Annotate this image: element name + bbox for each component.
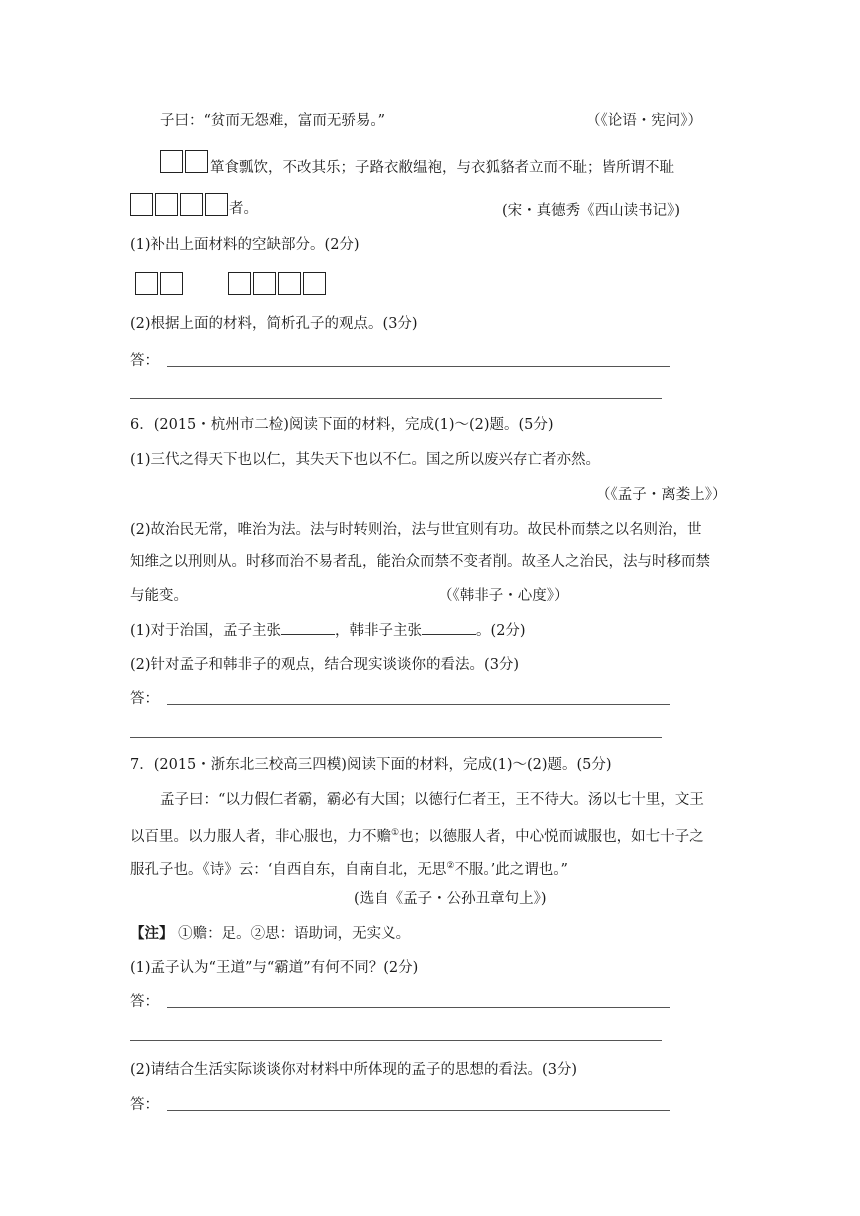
q6-sub-question-2: (2)针对孟子和韩非子的观点，结合现实谈谈你的看法。(3分) [130,657,520,673]
q6-blank-mencius[interactable] [281,620,335,635]
q6-header: 6．(2015・杭州市二检)阅读下面的材料，完成(1)～(2)题。(5分) [130,417,554,433]
answer-box[interactable] [160,272,183,295]
blank-box [205,193,228,216]
q5-quote-1: 子曰：“贫而无怨难，富而无骄易。” [160,113,386,129]
q6-material-2-line-3: 与能变。 [130,588,188,604]
q5-quote-1-source: （《论语・宪问》） [586,113,702,129]
q5-passage-line-2: 者。 [229,201,258,217]
q5-answer-boxes-a[interactable] [135,272,183,295]
q6-sub1-part-c: 。(2分) [476,623,526,639]
q6-sub1-part-b: ，韩非子主张 [335,623,423,639]
blank-box [180,193,203,216]
q6-material-1: (1)三代之得天下也以仁，其失天下也以不仁。国之所以废兴存亡者亦然。 [130,452,601,468]
answer-box[interactable] [135,272,158,295]
q7-answer-2-label: 答： [130,1097,159,1113]
q7-answer-1-line-1[interactable] [167,1007,670,1008]
q7-passage-line-3a: 服孔子也。《诗》云：‘自西自东，自南自北，无思 [130,862,447,878]
q7-passage-line-2b: 也；以德服人者，中心悦而诚服也，如七十子之 [399,829,704,845]
q7-note-label: 【注】 [130,925,174,942]
answer-box[interactable] [253,272,276,295]
q7-passage-line-3b: 不服。’此之谓也。” [454,862,568,878]
blank-box [160,150,183,173]
q7-passage-line-3 [130,856,568,880]
blank-box [155,193,178,216]
answer-box[interactable] [303,272,326,295]
q7-passage-source: (选自《孟子・公孙丑章句上》) [354,891,547,907]
q6-answer-label: 答： [130,691,159,707]
q6-material-2-line-2: 知维之以刑则从。时移而治不易者乱，能治众而禁不变者削。故圣人之治民，法与时移而禁 [130,554,710,570]
q5-passage-line-1: 箪食瓢饮，不改其乐；子路衣敝缊袍，与衣狐貉者立而不耻；皆所谓不耻 [210,160,674,176]
q6-material-2-source: （《韩非子・心度》） [438,588,569,604]
q7-answer-1-line-2[interactable] [130,1040,662,1041]
q6-material-1-source: （《孟子・离娄上》） [596,487,727,503]
q7-passage-line-1: 孟子曰：“以力假仁者霸，霸必有大国；以德行仁者王，王不待大。汤以七十里，文王 [160,792,704,808]
q5-answer-label: 答： [130,353,159,369]
q7-answer-1-label: 答： [130,994,159,1010]
q7-passage-line-2 [130,823,704,847]
q6-blank-hanfeizi[interactable] [422,620,476,635]
note-marker-2: ② [446,861,455,871]
q7-note [130,924,410,944]
answer-box[interactable] [278,272,301,295]
note-marker-1: ① [391,828,400,838]
q5-blank-boxes-a [160,150,208,173]
q6-answer-line-1[interactable] [167,704,670,705]
q7-sub-question-1: (1)孟子认为“王道”与“霸道”有何不同？(2分) [130,960,419,976]
blank-box [130,193,153,216]
q5-answer-line-2[interactable] [130,398,662,399]
q6-material-2-line-1: (2)故治民无常，唯治为法。法与时转则治，法与世宜则有功。故民朴而禁之以名则治，世 [130,522,702,538]
q7-answer-2-line-1[interactable] [167,1110,670,1111]
q6-answer-line-2[interactable] [130,737,662,738]
q5-answer-boxes-b[interactable] [228,272,326,295]
q7-header: 7．(2015・浙东北三校高三四模)阅读下面的材料，完成(1)～(2)题。(5分) [130,757,612,773]
q5-sub-question-1: (1)补出上面材料的空缺部分。(2分) [130,237,360,253]
q5-sub-question-2: (2)根据上面的材料，简析孔子的观点。(3分) [130,316,418,332]
q5-passage-source: (宋・真德秀《西山读书记》) [502,203,681,219]
q6-sub-question-1 [130,620,526,641]
q5-blank-boxes-b [130,193,228,216]
blank-box [185,150,208,173]
q5-answer-line-1[interactable] [167,366,670,367]
answer-box[interactable] [228,272,251,295]
q7-note-text: ①赡：足。②思：语助词，无实义。 [178,926,411,942]
q6-sub1-part-a: (1)对于治国，孟子主张 [130,623,282,639]
q7-passage-line-2a: 以百里。以力服人者，非心服也，力不赡 [130,829,391,845]
q7-sub-question-2: (2)请结合生活实际谈谈你对材料中所体现的孟子的思想的看法。(3分) [130,1062,578,1078]
